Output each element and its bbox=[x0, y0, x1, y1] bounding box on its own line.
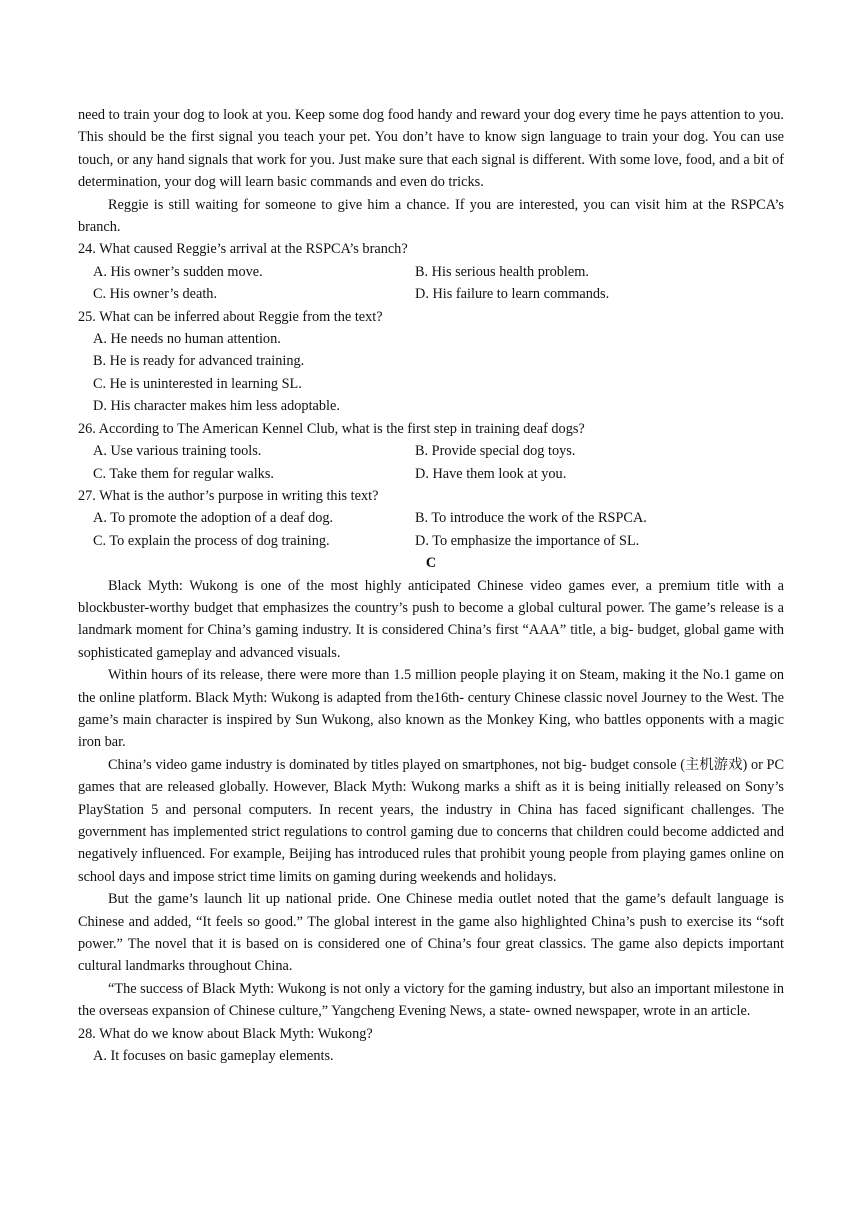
option-b: B. To introduce the work of the RSPCA. bbox=[415, 510, 647, 527]
option-a: A. He needs no human attention. bbox=[93, 331, 281, 348]
section-heading: C bbox=[425, 555, 437, 572]
option-c: C. His owner’s death. bbox=[93, 286, 218, 303]
question-stem: 25. What can be inferred about Reggie from the text? bbox=[78, 308, 383, 325]
option-a: A. Use various training tools. bbox=[93, 443, 262, 460]
passage-c-paragraph-4: But the game’s launch lit up national pride. One Chinese media outlet noted that the game’s default language is Chinese and added, “It feels so good.” The global interest in the game also highlighted China’s push to exercise its “soft power.” The novel that it is based on is considered one of China’s four great classics. The game also depicts important cultural landmarks throughout China. bbox=[78, 891, 784, 975]
option-row bbox=[78, 440, 784, 462]
question-24 bbox=[78, 238, 784, 305]
question-stem: 27. What is the author’s purpose in writing this text? bbox=[78, 487, 379, 504]
question-28 bbox=[78, 1023, 784, 1068]
question-25 bbox=[78, 306, 784, 418]
option-a: A. It focuses on basic gameplay elements. bbox=[93, 1048, 334, 1065]
option-row bbox=[78, 261, 784, 283]
option-c: C. Take them for regular walks. bbox=[93, 465, 274, 482]
option-row bbox=[78, 283, 784, 305]
option-b: B. He is ready for advanced training. bbox=[93, 353, 305, 370]
option-row bbox=[78, 463, 784, 485]
question-27 bbox=[78, 485, 784, 552]
option-b: B. His serious health problem. bbox=[415, 263, 589, 280]
option-a: A. His owner’s sudden move. bbox=[93, 263, 263, 280]
passage-c-paragraph-5: “The success of Black Myth: Wukong is not only a victory for the gaming industry, but also an important milestone in the overseas expansion of Chinese culture,” Yangcheng Evening News, a state- owned newspaper, wrote in an article. bbox=[78, 980, 784, 1020]
option-d: D. His failure to learn commands. bbox=[415, 286, 610, 303]
option-d: D. His character makes him less adoptable. bbox=[93, 398, 340, 415]
passage-b-final-paragraph: Reggie is still waiting for someone to give him a chance. If you are interested, you can visit him at the RSPCA’s branch. bbox=[78, 196, 784, 236]
passage-c-paragraph-1: Black Myth: Wukong is one of the most highly anticipated Chinese video games ever, a premium title with a blockbuster-worthy budget that emphasizes the country’s push to become a global cultural power. The game’s release is a landmark moment for China’s gaming industry. It is considered China’s first “AAA” title, a big- budget, global game with sophisticated gameplay and advanced visuals. bbox=[78, 577, 784, 661]
passage-b-paragraph-continued: need to train your dog to look at you. Keep some dog food handy and reward your dog every time he pays attention to you. This should be the first signal you teach your pet. You don’t have to know sign language to train your dog. You can use touch, or any hand signals that work for you. Just make sure that each signal is different. With some love, food, and a bit of determination, your dog will learn basic commands and even do tricks. bbox=[78, 107, 784, 191]
passage-c-paragraph-2: Within hours of its release, there were more than 1.5 million people playing it on Steam, making it the No.1 game on the online platform. Black Myth: Wukong is adapted from the16th- century Chinese classic novel Journey to the West. The game’s main character is inspired by Sun Wukong, also known as the Monkey King, who battles opponents with a magic iron bar. bbox=[78, 667, 784, 751]
option-row bbox=[78, 507, 784, 529]
passage-c-paragraph-3: China’s video game industry is dominated by titles played on smartphones, not big- budget console (主机游戏) or PC games that are released globally. However, Black Myth: Wukong marks a shift as it is being initially released on Sony’s PlayStation 5 and personal computers. In recent years, the industry in China has faced significant challenges. The government has implemented strict regulations to control gaming due to concerns that children could become addicted and negatively influenced. For example, Beijing has introduced rules that prohibit young people from playing games online on school days and impose strict time limits on gaming during weekends and holidays. bbox=[78, 756, 784, 885]
question-26 bbox=[78, 418, 784, 485]
option-c: C. He is uninterested in learning SL. bbox=[93, 375, 302, 392]
question-stem: 28. What do we know about Black Myth: Wukong? bbox=[78, 1025, 373, 1042]
option-d: D. Have them look at you. bbox=[415, 465, 567, 482]
option-row bbox=[78, 530, 784, 552]
question-stem: 26. According to The American Kennel Club, what is the first step in training deaf dogs? bbox=[78, 420, 585, 437]
option-d: D. To emphasize the importance of SL. bbox=[415, 532, 640, 549]
option-a: A. To promote the adoption of a deaf dog. bbox=[93, 510, 334, 527]
option-c: C. To explain the process of dog training. bbox=[93, 532, 330, 549]
question-stem: 24. What caused Reggie’s arrival at the RSPCA’s branch? bbox=[78, 241, 408, 258]
option-b: B. Provide special dog toys. bbox=[415, 443, 576, 460]
document-page bbox=[78, 104, 784, 1067]
